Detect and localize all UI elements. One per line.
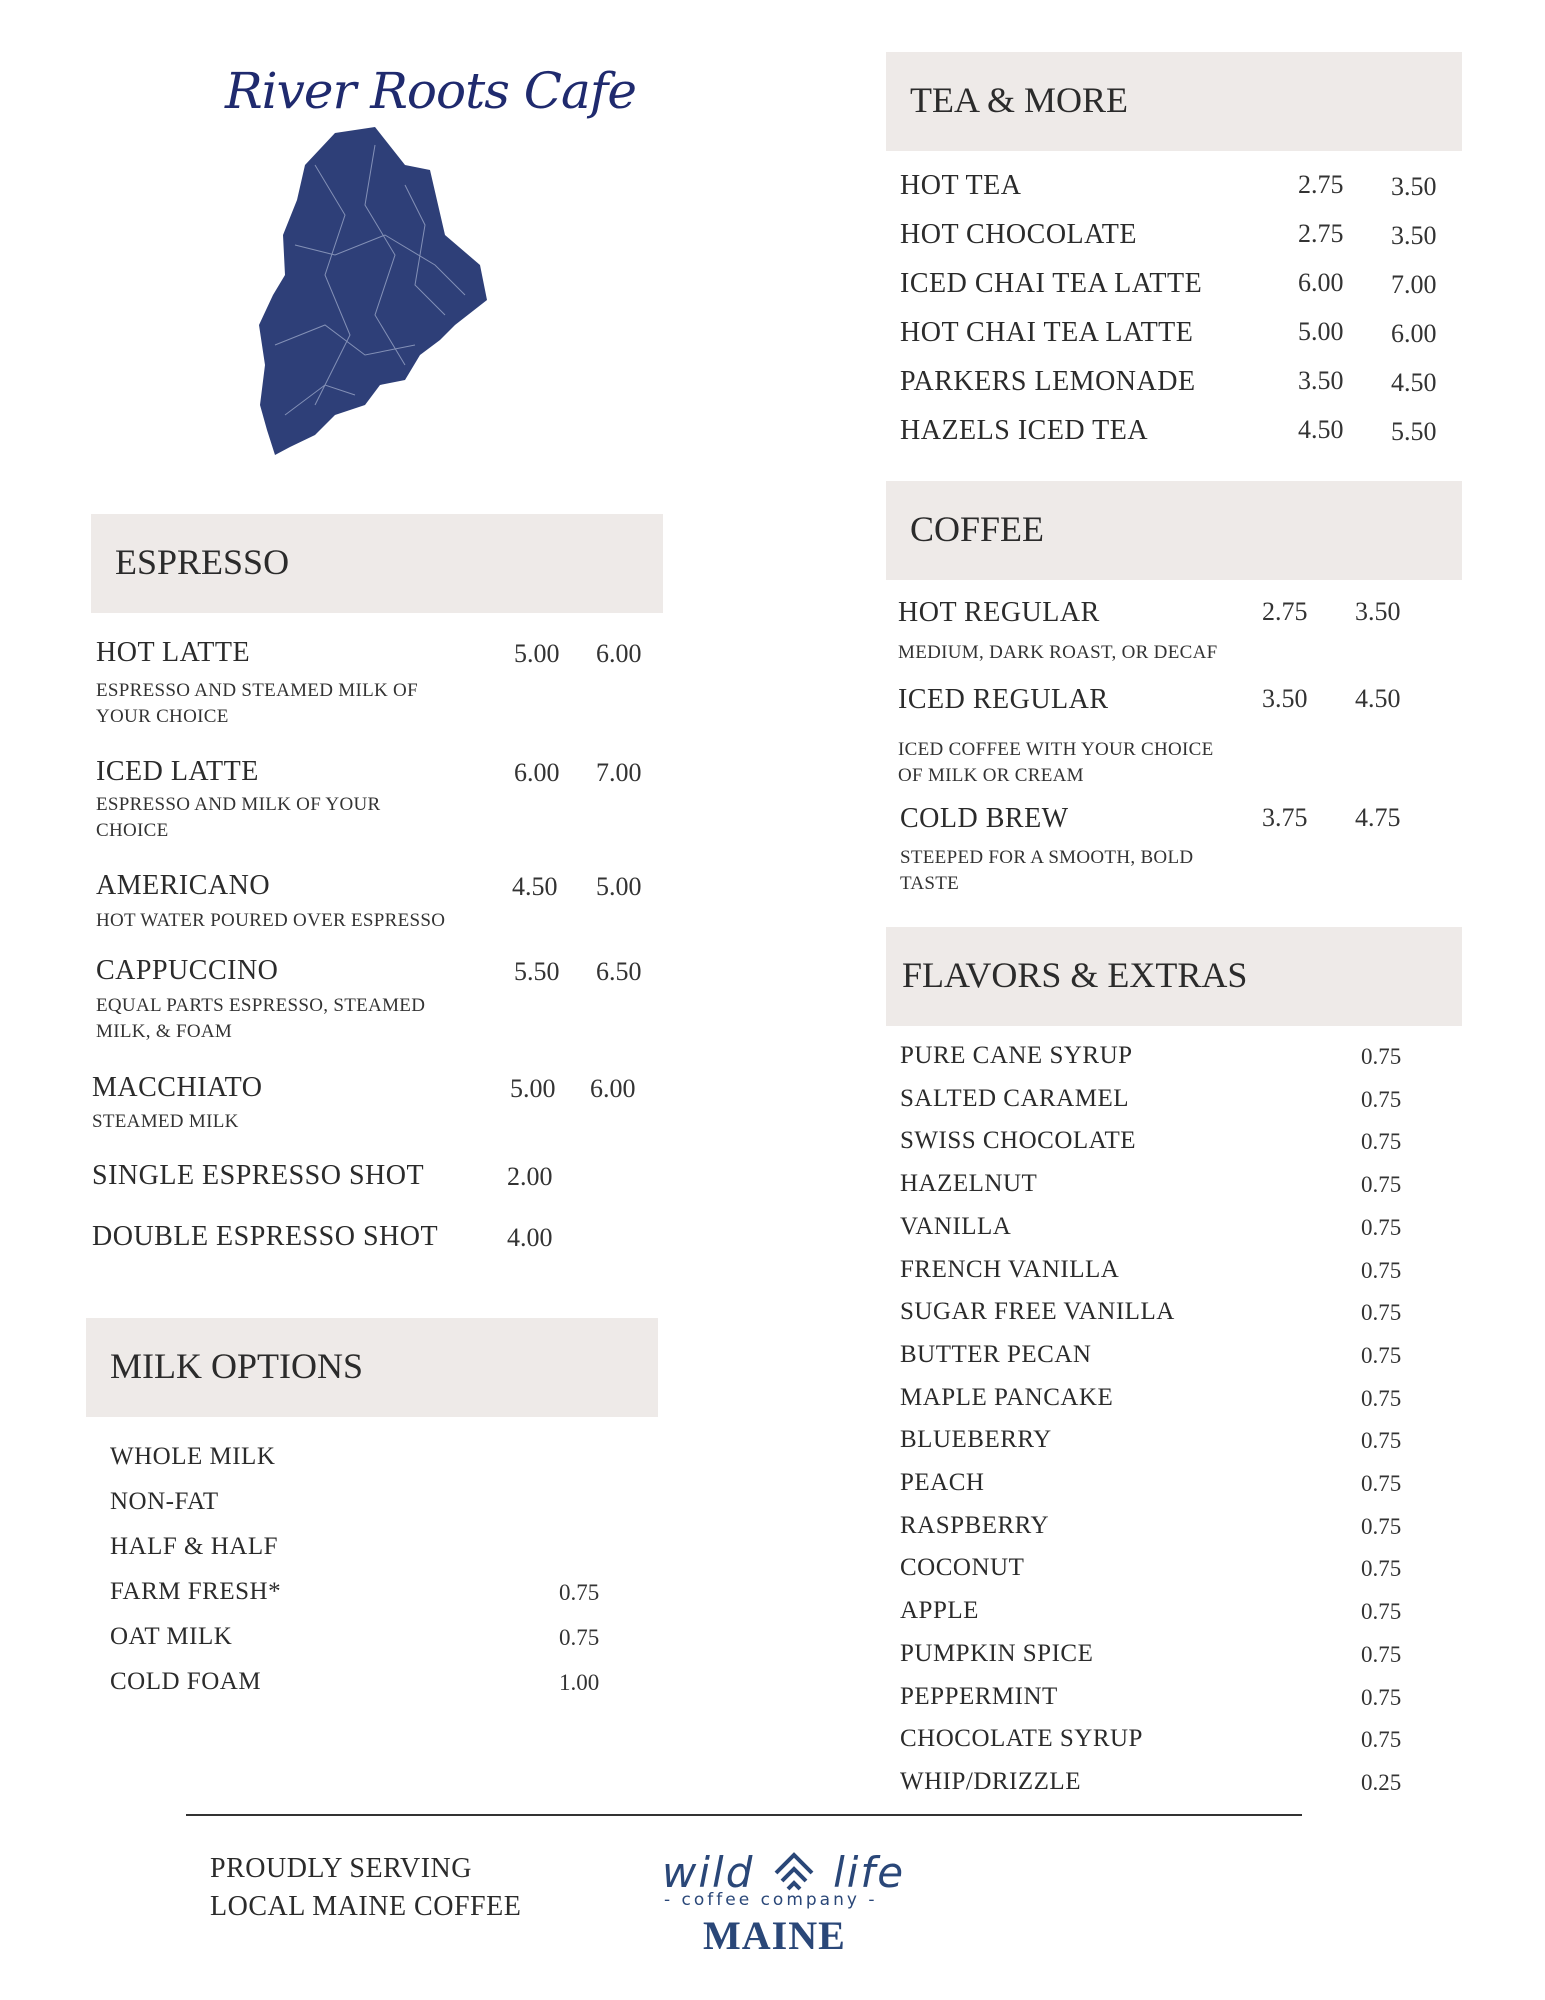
espresso-title: ESPRESSO [115, 542, 290, 582]
price-large: 6.00 [1391, 319, 1437, 348]
coffee-title: COFFEE [910, 509, 1045, 549]
menu-item-name: DOUBLE ESPRESSO SHOT [92, 1221, 439, 1252]
menu-item-description: HOT WATER POURED OVER ESPRESSO [96, 910, 446, 931]
menu-item-description: STEAMED MILK [92, 1111, 239, 1132]
menu-item-description: TASTE [900, 873, 960, 894]
price-large: 7.00 [1391, 270, 1437, 299]
cafe-name: River Roots Cafe [225, 62, 636, 120]
menu-item-description: EQUAL PARTS ESPRESSO, STEAMED [96, 995, 426, 1016]
menu-item-description: MILK, & FOAM [96, 1021, 233, 1042]
menu-item-name: HOT REGULAR [898, 597, 1100, 628]
logo-state: MAINE [703, 1913, 846, 1958]
menu-item-name: SINGLE ESPRESSO SHOT [92, 1160, 425, 1191]
menu-item-name: CAPPUCCINO [96, 955, 279, 986]
flavor-price: 0.75 [1361, 1044, 1402, 1069]
price-small: 4.00 [507, 1223, 553, 1252]
coffee-header [886, 481, 1462, 580]
flavor-price: 0.75 [1361, 1215, 1402, 1240]
price-small: 2.75 [1262, 597, 1308, 626]
price-large: 6.50 [596, 957, 642, 986]
milk-option-name: FARM FRESH* [110, 1578, 282, 1605]
footer-line-2: LOCAL MAINE COFFEE [210, 1891, 522, 1922]
flavor-name: BUTTER PECAN [900, 1341, 1092, 1368]
flavor-price: 0.75 [1361, 1343, 1402, 1368]
flavor-price: 0.75 [1361, 1172, 1402, 1197]
footer-line-1: PROUDLY SERVING [210, 1853, 472, 1884]
menu-item-name: ICED CHAI TEA LATTE [900, 268, 1203, 299]
menu-item-name: MACCHIATO [92, 1072, 263, 1103]
menu-item-name: HOT CHOCOLATE [900, 219, 1137, 250]
milk-option-price: 0.75 [559, 1580, 600, 1605]
price-large: 4.50 [1391, 368, 1437, 397]
price-small: 3.50 [1262, 684, 1308, 713]
tea-title: TEA & MORE [910, 80, 1129, 120]
flavor-price: 0.75 [1361, 1428, 1402, 1453]
flavor-name: HAZELNUT [900, 1170, 1038, 1197]
price-large: 5.00 [596, 872, 642, 901]
price-large: 3.50 [1355, 597, 1401, 626]
milk-option-name: COLD FOAM [110, 1668, 262, 1695]
logo-subtitle: - coffee company - [664, 1890, 878, 1910]
flavor-name: PEACH [900, 1469, 985, 1496]
flavor-price: 0.75 [1361, 1642, 1402, 1667]
flavor-price: 0.75 [1361, 1471, 1402, 1496]
flavor-name: VANILLA [900, 1213, 1012, 1240]
price-small: 2.75 [1298, 219, 1344, 248]
flavor-name: PURE CANE SYRUP [900, 1042, 1133, 1069]
price-small: 2.00 [507, 1162, 553, 1191]
price-large: 5.50 [1391, 417, 1437, 446]
flavor-price: 0.75 [1361, 1258, 1402, 1283]
flavor-name: SWISS CHOCOLATE [900, 1127, 1136, 1154]
price-small: 5.00 [1298, 317, 1344, 346]
flavors-header [886, 927, 1462, 1026]
milk-option-name: HALF & HALF [110, 1533, 279, 1560]
flavor-name: FRENCH VANILLA [900, 1256, 1120, 1283]
milk-option-price: 0.75 [559, 1625, 600, 1650]
menu-item-name: HOT TEA [900, 170, 1022, 201]
price-large: 3.50 [1391, 172, 1437, 201]
flavor-price: 0.75 [1361, 1727, 1402, 1752]
price-small: 4.50 [512, 872, 558, 901]
flavors-title: FLAVORS & EXTRAS [902, 955, 1248, 995]
menu-item-name: HAZELS ICED TEA [900, 415, 1149, 446]
milk-option-name: OAT MILK [110, 1623, 233, 1650]
milk-header [86, 1318, 658, 1417]
menu-item-description: ESPRESSO AND STEAMED MILK OF [96, 680, 418, 701]
menu-item-name: ICED LATTE [96, 756, 259, 787]
price-small: 5.50 [514, 957, 560, 986]
menu-item-name: HOT CHAI TEA LATTE [900, 317, 1194, 348]
chevron-mountain-icon [772, 1849, 816, 1893]
espresso-header [91, 514, 663, 613]
flavor-name: SUGAR FREE VANILLA [900, 1298, 1175, 1325]
menu-item-description: CHOICE [96, 820, 169, 841]
flavor-price: 0.75 [1361, 1556, 1402, 1581]
price-large: 6.00 [596, 639, 642, 668]
menu-item-description: MEDIUM, DARK ROAST, OR DECAF [898, 642, 1218, 663]
price-small: 2.75 [1298, 170, 1344, 199]
flavor-name: WHIP/DRIZZLE [900, 1768, 1081, 1795]
milk-option-price: 1.00 [559, 1670, 600, 1695]
flavor-price: 0.25 [1361, 1770, 1402, 1795]
price-small: 6.00 [1298, 268, 1344, 297]
menu-item-name: COLD BREW [900, 803, 1069, 834]
flavor-name: RASPBERRY [900, 1512, 1050, 1539]
price-large: 6.00 [590, 1074, 636, 1103]
flavor-name: BLUEBERRY [900, 1426, 1052, 1453]
price-small: 5.00 [510, 1074, 556, 1103]
milk-title: MILK OPTIONS [110, 1346, 364, 1386]
menu-item-description: ESPRESSO AND MILK OF YOUR [96, 794, 381, 815]
price-small: 4.50 [1298, 415, 1344, 444]
price-large: 7.00 [596, 758, 642, 787]
flavor-name: PEPPERMINT [900, 1683, 1058, 1710]
flavor-price: 0.75 [1361, 1599, 1402, 1624]
flavor-name: CHOCOLATE SYRUP [900, 1725, 1143, 1752]
flavor-name: SALTED CARAMEL [900, 1085, 1130, 1112]
flavor-price: 0.75 [1361, 1386, 1402, 1411]
flavor-name: PUMPKIN SPICE [900, 1640, 1094, 1667]
milk-option-name: WHOLE MILK [110, 1443, 276, 1470]
price-small: 6.00 [514, 758, 560, 787]
flavor-price: 0.75 [1361, 1514, 1402, 1539]
footer-text [210, 1850, 521, 1926]
flavor-name: MAPLE PANCAKE [900, 1384, 1114, 1411]
menu-item-description: YOUR CHOICE [96, 706, 229, 727]
logo-word-left: wild [662, 1848, 755, 1897]
milk-option-name: NON-FAT [110, 1488, 219, 1515]
menu-item-description: OF MILK OR CREAM [898, 765, 1084, 786]
menu-item-name: AMERICANO [96, 870, 271, 901]
menu-item-description: STEEPED FOR A SMOOTH, BOLD [900, 847, 1194, 868]
flavor-price: 0.75 [1361, 1129, 1402, 1154]
price-small: 3.75 [1262, 803, 1308, 832]
maine-map-icon [255, 125, 495, 465]
logo-word-right: life [833, 1848, 906, 1897]
tea-header [886, 52, 1462, 151]
flavor-price: 0.75 [1361, 1300, 1402, 1325]
menu-item-name: ICED REGULAR [898, 684, 1109, 715]
menu-item-name: HOT LATTE [96, 637, 251, 668]
price-small: 3.50 [1298, 366, 1344, 395]
footer-divider [186, 1814, 1302, 1816]
flavor-price: 0.75 [1361, 1685, 1402, 1710]
price-large: 3.50 [1391, 221, 1437, 250]
price-large: 4.75 [1355, 803, 1401, 832]
menu-item-description: ICED COFFEE WITH YOUR CHOICE [898, 739, 1214, 760]
flavor-name: COCONUT [900, 1554, 1025, 1581]
flavor-name: APPLE [900, 1597, 979, 1624]
price-large: 4.50 [1355, 684, 1401, 713]
price-small: 5.00 [514, 639, 560, 668]
flavor-price: 0.75 [1361, 1087, 1402, 1112]
menu-item-name: PARKERS LEMONADE [900, 366, 1196, 397]
